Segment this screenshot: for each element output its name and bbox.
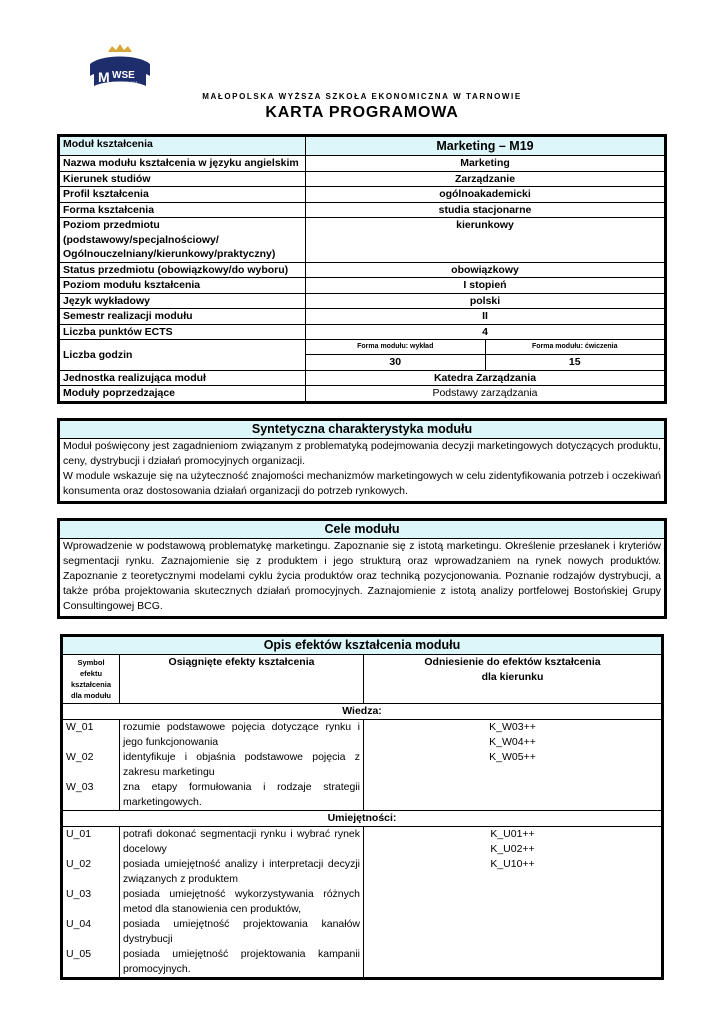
info-value: 4 xyxy=(306,324,666,340)
level-row xyxy=(59,218,666,263)
info-label: Kierunek studiów xyxy=(59,171,306,187)
unit-label: Jednostka realizująca moduł xyxy=(59,370,306,386)
knowledge-title: Wiedza: xyxy=(62,704,663,720)
effects-column-headers xyxy=(62,655,663,704)
effects-table xyxy=(60,634,664,980)
effect-reference: K_W05++ xyxy=(489,751,536,763)
level-label-line: (podstawowy/specjalnościowy/ xyxy=(63,233,219,246)
info-row xyxy=(59,309,666,325)
info-value: studia stacjonarne xyxy=(306,202,666,218)
module-value: Marketing – M19 xyxy=(306,136,666,156)
characteristics-body xyxy=(60,439,664,501)
info-value: ogólnoakademicki xyxy=(306,187,666,203)
characteristics-paragraph: W module wskazuje się na użyteczność znajomości mechanizmów marketingowych w celu zidentyfikowania potrzeb i oczekiwań konsumenta oraz dostosowania działań organizacji do potrzeb rynkowych. xyxy=(63,470,661,497)
knowledge-references xyxy=(364,720,663,811)
info-value: Zarządzanie xyxy=(306,171,666,187)
goals-text: Wprowadzenie w podstawową problematykę marketingu. Zapoznanie się z istotą marketingu. Określenie przesłanek i kryteriów segmentacji rynku. Zaznajomienie się z produktem i jego strukturą oraz wprowadzaniem na rynek nowych produktów. Zapoznanie z teoretycznymi modelami cyklu życia produktów oraz techniką pozycjonowania. Poznanie rodzajów dystrybucji, a także próba projektowania skutecznych działań promocyjnych. Zaznajomienie z istotą analizy portfelowej Bostońskiej Grupy Consultingowej BCG. xyxy=(63,540,661,612)
goals-body xyxy=(60,539,664,616)
symbol-header-line: Symbol xyxy=(77,658,105,667)
module-row xyxy=(59,136,666,156)
info-label: Forma kształcenia xyxy=(59,202,306,218)
exercise-hours: 15 xyxy=(485,355,664,370)
skills-symbols xyxy=(62,827,120,979)
info-row xyxy=(59,187,666,203)
info-row xyxy=(59,202,666,218)
effect-symbol: U_04 xyxy=(66,918,92,930)
knowledge-symbols xyxy=(62,720,120,811)
effects-title-row xyxy=(62,636,663,655)
skills-descriptions xyxy=(120,827,364,979)
reference-header-line: Odniesienie do efektów kształcenia xyxy=(424,656,601,668)
symbol-column-header xyxy=(62,655,120,704)
symbol-header-line: kształcenia xyxy=(70,680,112,689)
effect-description: posiada umiejętność projektowania kanałów dystrybucji xyxy=(123,918,360,945)
info-label: Liczba punktów ECTS xyxy=(59,324,306,340)
knowledge-header-row xyxy=(62,704,663,720)
info-label: Nazwa modułu kształcenia w języku angielskim xyxy=(59,156,306,172)
effect-reference: K_W03++ xyxy=(489,721,536,733)
document-title: KARTA PROGRAMOWA xyxy=(265,104,459,121)
effect-reference: K_U02++ xyxy=(490,843,535,855)
info-label: Język wykładowy xyxy=(59,293,306,309)
effect-description: posiada umiejętność analizy i interpretacji decyzji związanych z produktem xyxy=(123,858,360,885)
effect-symbol: U_03 xyxy=(66,888,92,900)
effect-description: posiada umiejętność projektowania kampanii promocyjnych. xyxy=(123,948,360,975)
skills-references xyxy=(364,827,663,979)
lecture-label: Forma modułu: wykład xyxy=(306,340,485,355)
effect-symbol: U_02 xyxy=(66,858,92,870)
effect-reference: K_U01++ xyxy=(490,828,535,840)
characteristics-section xyxy=(57,418,667,504)
info-value: polski xyxy=(306,293,666,309)
info-value: II xyxy=(306,309,666,325)
logo-wordmark: WSE xyxy=(112,70,135,81)
knowledge-row xyxy=(62,720,663,811)
exercise-label: Forma modułu: ćwiczenia xyxy=(485,340,664,355)
info-value: obowiązkowy xyxy=(306,262,666,278)
effect-symbol: W_01 xyxy=(66,721,94,733)
prereq-value: Podstawy zarządzania xyxy=(306,386,666,403)
hours-cell xyxy=(306,340,666,371)
effect-reference: K_W04++ xyxy=(489,736,536,748)
skills-header-row xyxy=(62,811,663,827)
hours-row xyxy=(59,340,666,371)
effect-description: identyfikuje i objaśnia podstawowe pojęcia z zakresu marketingu xyxy=(123,751,360,778)
unit-row xyxy=(59,370,666,386)
info-row xyxy=(59,278,666,294)
effect-symbol: U_01 xyxy=(66,828,92,840)
level-label-line: Poziom przedmiotu xyxy=(63,219,160,231)
hours-label: Liczba godzin xyxy=(59,340,306,371)
lecture-hours: 30 xyxy=(389,356,402,368)
info-row xyxy=(59,293,666,309)
info-label: Status przedmiotu (obowiązkowy/do wyboru) xyxy=(59,262,306,278)
level-value: kierunkowy xyxy=(306,218,666,263)
skills-row xyxy=(62,827,663,979)
info-label: Profil kształcenia xyxy=(59,187,306,203)
effect-symbol: W_03 xyxy=(66,781,94,793)
prereq-label: Moduły poprzedzające xyxy=(59,386,306,403)
reference-column-header xyxy=(364,655,663,704)
level-label-line: Ogólnouczelniany/kierunkowy/praktyczny) xyxy=(63,248,276,260)
info-row xyxy=(59,171,666,187)
symbol-header-line: dla modułu xyxy=(71,691,111,700)
level-label xyxy=(59,218,306,263)
characteristics-paragraph: Moduł poświęcony jest zagadnieniom związanym z problematyką podejmowania decyzji marketingowych dotyczących produktu, ceny, dystrybucji i działań promocyjnych organizacji. xyxy=(63,440,661,467)
effects-title: Opis efektów kształcenia modułu xyxy=(62,636,663,655)
info-value: Marketing xyxy=(306,156,666,172)
goals-section xyxy=(57,518,667,619)
hours-table xyxy=(306,340,664,370)
skills-title: Umiejętności: xyxy=(62,811,663,827)
module-info-table xyxy=(57,134,667,404)
knowledge-descriptions xyxy=(120,720,364,811)
symbol-header-line: efektu xyxy=(79,669,103,678)
prereq-row xyxy=(59,386,666,403)
school-name: MAŁOPOLSKA WYŻSZA SZKOŁA EKONOMICZNA W TARNOWIE xyxy=(202,92,522,101)
effect-description: rozumie podstawowe pojęcia dotyczące rynku i jego funkcjonowania xyxy=(123,721,360,748)
characteristics-title: Syntetyczna charakterystyka modułu xyxy=(60,421,664,439)
effect-description: potrafi dokonać segmentacji rynku i wybrać rynek docelowy xyxy=(123,828,360,855)
info-row xyxy=(59,156,666,172)
effect-description: posiada umiejętność wykorzystywania różnych metod dla stanowienia cen produktów, xyxy=(123,888,360,915)
school-logo xyxy=(88,42,152,98)
reference-header-line: dla kierunku xyxy=(481,671,544,683)
info-label: Poziom modułu kształcenia xyxy=(59,278,306,294)
effect-symbol: U_05 xyxy=(66,948,92,960)
logo-mark: M xyxy=(98,69,110,85)
module-label: Moduł kształcenia xyxy=(59,136,306,156)
unit-value: Katedra Zarządzania xyxy=(306,370,666,386)
info-row xyxy=(59,324,666,340)
info-row xyxy=(59,262,666,278)
info-label: Semestr realizacji modułu xyxy=(59,309,306,325)
logo-sub: MAŁOPOLSKA xyxy=(113,81,138,85)
effect-symbol: W_02 xyxy=(66,751,94,763)
effects-column-header: Osiągnięte efekty kształcenia xyxy=(120,655,364,704)
effect-reference: K_U10++ xyxy=(490,858,535,870)
info-value: I stopień xyxy=(306,278,666,294)
effect-description: zna etapy formułowania i rodzaje strategii marketingowych. xyxy=(123,781,360,808)
goals-title: Cele modułu xyxy=(60,521,664,539)
